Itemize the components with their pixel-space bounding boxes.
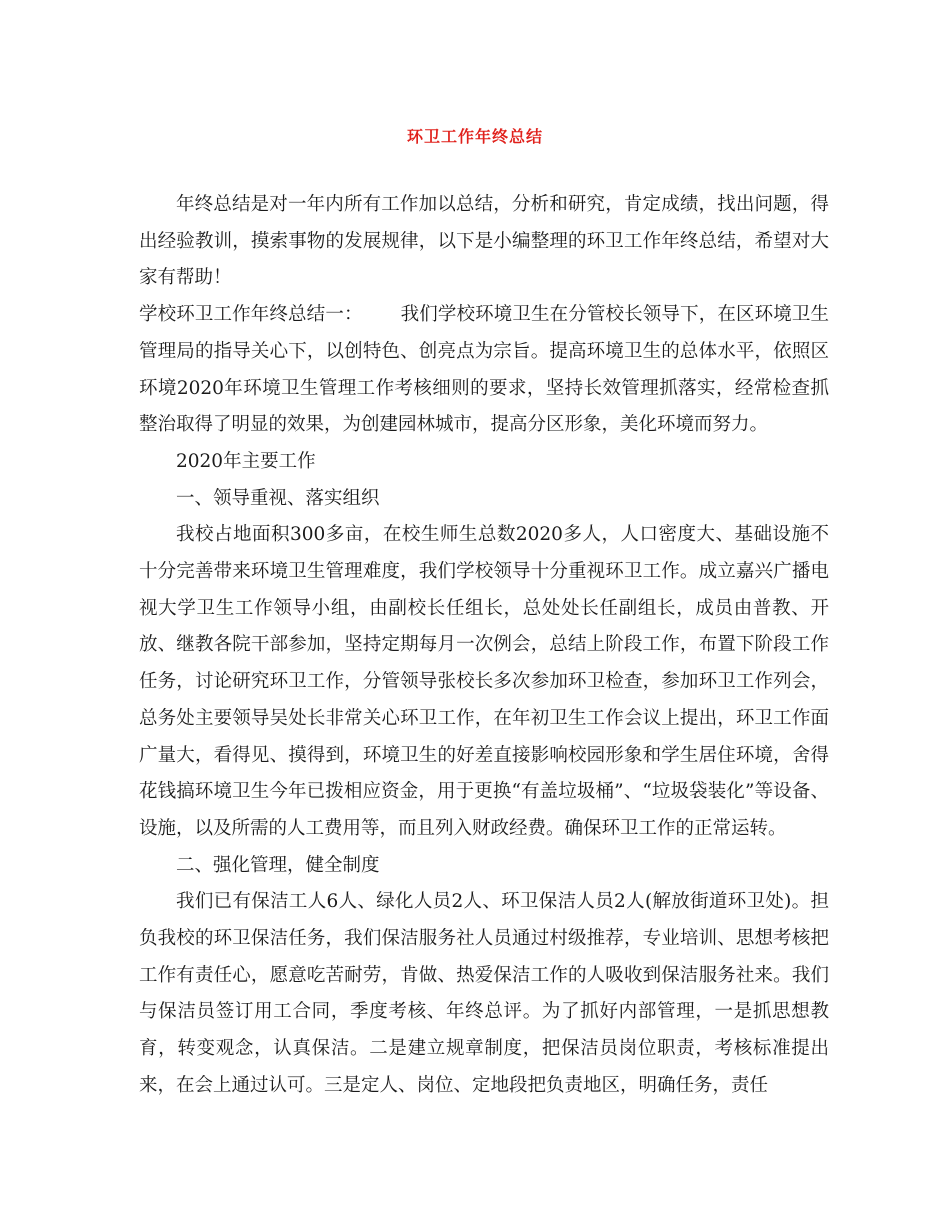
- document-title: 环卫工作年终总结: [406, 127, 543, 146]
- document-body: [139, 187, 829, 1105]
- paragraph-1: 我校占地面积300多亩，在校生师生总数2020多人，人口密度大、基础设施不十分完善带来环境卫生管理难度，我们学校领导十分重视环卫工作。成立嘉兴广播电视大学卫生工作领导小组，由副校长任组长，总处处长任副组长，成员由普教、开放、继教各院干部参加，坚持定期每月一次例会，总结上阶段工作，布置下阶段工作任务，讨论研究环卫工作，分管领导张校长多次参加环卫检查，参加环卫工作列会，总务处主要领导吴处长非常关心环卫工作，在年初卫生工作会议上提出，环卫工作面广量大，看得见、摸得到，环境卫生的好差直接影响校园形象和学生居住环境，舍得花钱搞环境卫生今年已拨相应资金，用于更换“有盖垃圾桶”、“垃圾袋装化”等设备、设施，以及所需的人工费用等，而且列入财政经费。确保环卫工作的正常运转。: [139, 524, 829, 839]
- main-work-heading: 2020年主要工作: [176, 450, 316, 472]
- paragraph-2: 我们已有保洁工人6人、绿化人员2人、环卫保洁人员2人(解放街道环卫处)。担负我校的环卫保洁任务，我们保洁服务社人员通过村级推荐，专业培训、思想考核把工作有责任心，愿意吃苦耐劳，肯做、热爱保洁工作的人吸收到保洁服务社来。我们与保洁员签订用工合同，季度考核、年终总评。为了抓好内部管理，一是抓思想教育，转变观念，认真保洁。二是建立规章制度，把保洁员岗位职责，考核标准提出来，在会上通过认可。三是定人、岗位、定地段把负责地区，明确任务，责任: [139, 891, 829, 1096]
- section-heading-1: 一、领导重视、落实组织: [176, 487, 380, 509]
- section-heading-2: 二、强化管理，健全制度: [176, 854, 380, 876]
- section-label: 学校环卫工作年终总结一：: [139, 304, 363, 326]
- section-lead-paragraph: [139, 297, 829, 444]
- section-lead-text: 我们学校环境卫生在分管校长领导下，在区环境卫生管理局的指导关心下，以创特色、创亮点为宗旨。提高环境卫生的总体水平，依照区环境2020年环境卫生管理工作考核细则的要求，坚持长效管理抓落实，经常检查抓整治取得了明显的效果，为创建园林城市，提高分区形象，美化环境而努力。: [139, 304, 829, 436]
- intro-paragraph: 年终总结是对一年内所有工作加以总结，分析和研究，肯定成绩，找出问题，得出经验教训，摸索事物的发展规律，以下是小编整理的环卫工作年终总结，希望对大家有帮助！: [139, 194, 829, 289]
